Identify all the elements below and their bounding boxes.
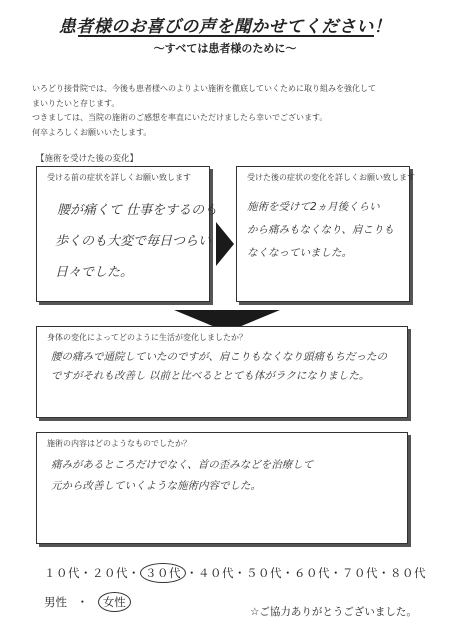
gender-separator: ・ [76, 595, 89, 609]
before-symptoms-box [36, 166, 218, 302]
before-symptoms-answer: 歩くのも大変で毎日つらい [55, 234, 212, 249]
before-symptoms-label: 受ける前の症状を詳しくお願い致します [47, 173, 191, 182]
after-symptoms-label: 受けた後の症状の変化を詳しくお願い致します [247, 173, 415, 182]
intro-line: つきましては、当院の施術のご感想を率直にいただけましたら幸いでございます。 [32, 113, 328, 122]
before-symptoms-answer: 日々でした。 [55, 265, 134, 280]
lifestyle-change-label: 身体の変化によってどのように生活が変化しましたか？ [47, 333, 247, 342]
age-options-before: １０代・２０代・ [44, 566, 140, 580]
after-symptoms-box [236, 166, 415, 302]
age-group-row [44, 563, 426, 583]
age-selected-circle: ３０代 [140, 563, 186, 583]
section-label: 【施術を受けた後の変化】 [36, 154, 139, 164]
age-options-after: ・４０代・５０代・６０代・７０代・８０代 [186, 566, 426, 580]
treatment-content-answer: 元から改善していくような施術内容でした。 [51, 480, 261, 492]
intro-text [32, 82, 376, 140]
after-symptoms-answer: なくなっていました。 [247, 247, 352, 259]
before-symptoms-answer: 腰が痛くて 仕事をするのも [57, 203, 218, 218]
treatment-content-label: 施術の内容はどのようなものでしたか？ [47, 439, 191, 448]
page-title: 患者様のお喜びの声を聞かせてください！ [58, 17, 392, 37]
arrow-right-icon [216, 222, 234, 266]
gender-female-selected: 女性 [98, 592, 131, 612]
thanks-message: ☆ご協力ありがとうございました。 [250, 606, 417, 618]
after-symptoms-answer: 施術を受けて2ヵ月後くらい [247, 201, 380, 213]
lifestyle-change-box [36, 326, 408, 418]
lifestyle-change-answer: 腰の痛みで通院していたのですが、肩こりもなくなり頭痛もちだったの [51, 351, 387, 363]
treatment-content-box [36, 432, 408, 544]
treatment-content-answer: 痛みがあるところだけでなく、首の歪みなどを治療して [51, 459, 314, 471]
intro-line: 何卒よろしくお願いいたします。 [32, 127, 152, 137]
lifestyle-change-answer: ですがそれも改善し 以前と比べるととても体がラクになりました。 [51, 370, 370, 382]
intro-line: いろどり接骨院では、今後も患者様へのよりよい施術を徹底していくために取り組みを強化して [32, 84, 376, 93]
gender-row [44, 592, 131, 612]
gender-male: 男性 [44, 595, 67, 609]
intro-line: まいりたいと存じます。 [32, 98, 120, 108]
after-symptoms-answer: から痛みもなくなり、肩こりも [247, 224, 394, 236]
page-subtitle: ～すべては患者様のために～ [153, 42, 297, 55]
title-underline [78, 35, 374, 37]
